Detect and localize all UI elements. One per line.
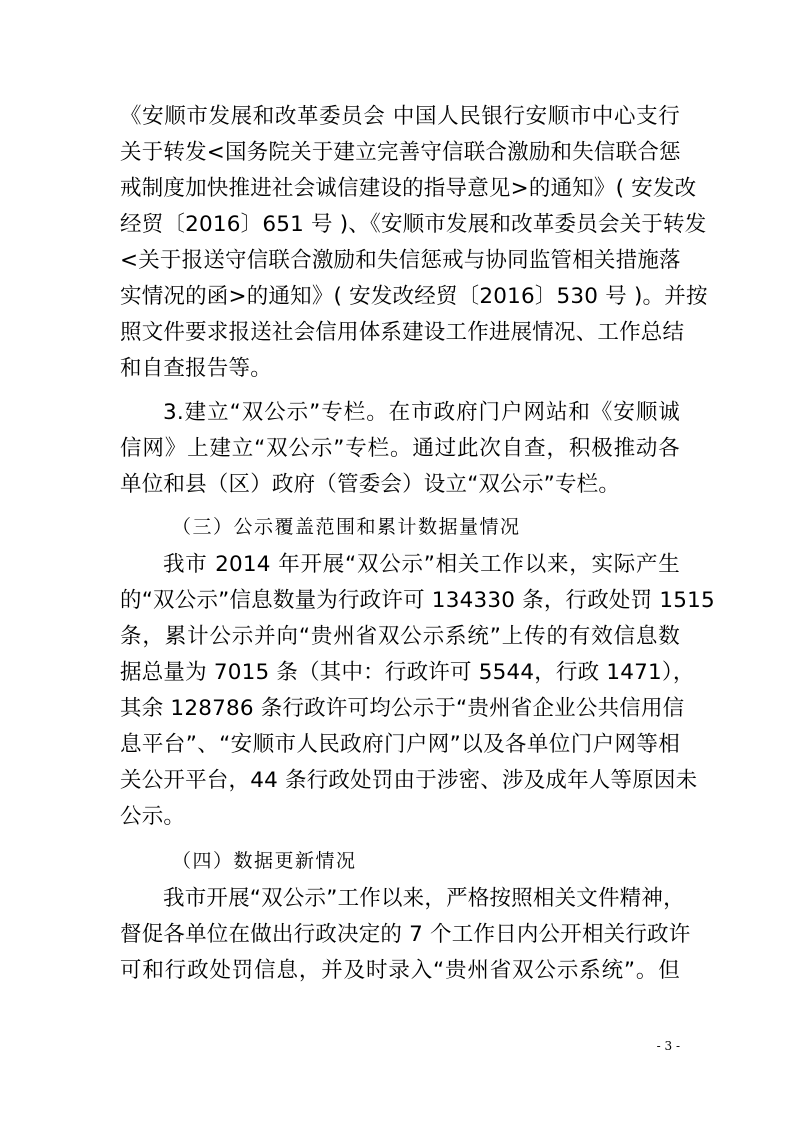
paragraph-3-line-4: 据总量为 7015 条（其中：行政许可 5544，行政 1471）， — [120, 660, 695, 685]
page-number: - 3 - — [656, 1039, 680, 1053]
paragraph-1-line-5: <关于报送守信联合激励和失信惩戒与协同监管相关措施落 — [120, 248, 681, 273]
section-heading-3: （三）公示覆盖范围和累计数据量情况 — [172, 516, 521, 538]
paragraph-1-line-1: 《安顺市发展和改革委员会 中国人民银行安顺市中心支行 — [120, 104, 680, 129]
paragraph-1-line-6: 实情况的函>的通知》( 安发改经贸〔2016〕530 号 )。并按 — [120, 284, 708, 309]
paragraph-3-line-1: 我市 2014 年开展“双公示”相关工作以来，实际产生 — [163, 552, 680, 577]
paragraph-3-line-5: 其余 128786 条行政许可均公示于“贵州省企业公共信用信 — [120, 696, 685, 721]
paragraph-3-line-6: 息平台”、“安顺市人民政府门户网”以及各单位门户网等相 — [120, 732, 680, 757]
paragraph-2-line-2: 信网》上建立“双公示”专栏。通过此次自查，积极推动各 — [120, 436, 680, 461]
paragraph-1-line-3: 戒制度加快推进社会诚信建设的指导意见>的通知》( 安发改 — [120, 176, 697, 201]
paragraph-4-line-2: 督促各单位在做出行政决定的 7 个工作日内公开相关行政许 — [120, 922, 691, 947]
paragraph-4-line-1: 我市开展“双公示”工作以来，严格按照相关文件精神， — [163, 886, 685, 911]
paragraph-1-line-7: 照文件要求报送社会信用体系建设工作进展情况、工作总结 — [120, 320, 685, 345]
paragraph-4-line-3: 可和行政处罚信息，并及时录入“贵州省双公示系统”。但 — [120, 958, 680, 983]
paragraph-3-line-8: 公示。 — [120, 804, 186, 829]
paragraph-3-line-3: 条，累计公示并向“贵州省双公示系统”上传的有效信息数 — [120, 624, 680, 649]
paragraph-2-line-3: 单位和县（区）政府（管委会）设立“双公示”专栏。 — [120, 472, 621, 497]
paragraph-1-line-8: 和自查报告等。 — [120, 356, 272, 381]
section-heading-4: （四）数据更新情况 — [172, 850, 357, 872]
paragraph-1-line-4: 经贸〔2016〕651 号 )、《安顺市发展和改革委员会关于转发 — [120, 212, 707, 237]
paragraph-1-line-2: 关于转发<国务院关于建立完善守信联合激励和失信联合惩 — [120, 140, 681, 165]
paragraph-2-line-1: 3.建立“双公示”专栏。在市政府门户网站和《安顺诚 — [163, 400, 680, 425]
paragraph-3-line-7: 关公开平台，44 条行政处罚由于涉密、涉及成年人等原因未 — [120, 768, 698, 793]
paragraph-3-line-2: 的“双公示”信息数量为行政许可 134330 条，行政处罚 1515 — [120, 588, 715, 613]
